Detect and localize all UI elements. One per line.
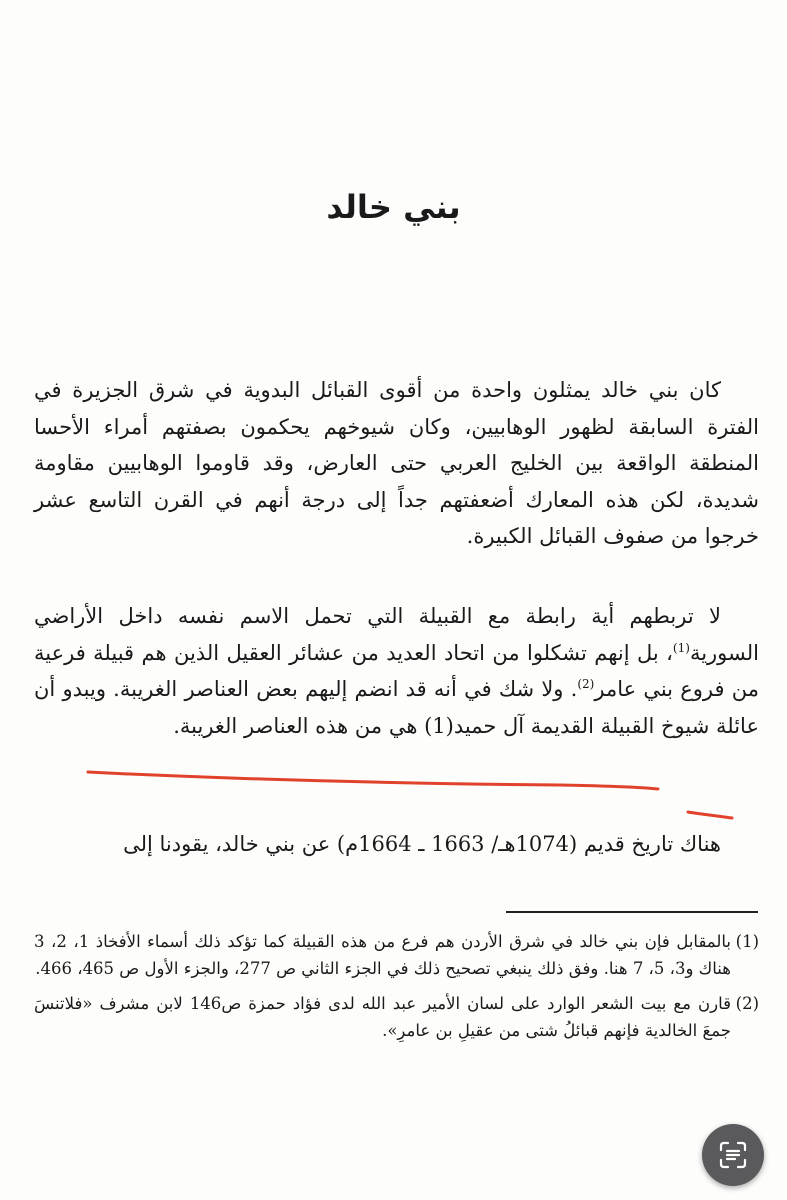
footnote-ref-2[interactable]: (2) bbox=[577, 677, 595, 691]
footnotes bbox=[34, 928, 759, 1052]
footnote-2 bbox=[34, 990, 759, 1044]
footnote-1 bbox=[34, 928, 759, 982]
paragraph-2-part-a: لا تربطهم أية رابطة مع القبيلة التي تحمل الاسم نفسه داخل الأراضي السورية bbox=[34, 604, 759, 665]
paragraph-1 bbox=[34, 372, 759, 555]
text-scan-icon bbox=[718, 1140, 748, 1170]
footnote-ref-1[interactable]: (1) bbox=[672, 640, 690, 655]
footnote-1-number: (1) bbox=[735, 932, 759, 951]
text-scan-button[interactable] bbox=[702, 1124, 764, 1186]
paragraph-3-text: هناك تاريخ قديم (1074هـ/ 1663 ـ 1664م) عن بني خالد، يقودنا إلى bbox=[123, 832, 721, 856]
footnote-2-number: (2) bbox=[735, 994, 759, 1013]
footnote-2-text: قارن مع بيت الشعر الوارد على لسان الأمير عبد الله لدى فؤاد حمزة ص146 لابن مشرف «فلاتنسَ جمعَ الخالدية فإنهم قبائلُ شتى من عقيلِ بن عامرِ». bbox=[34, 994, 731, 1040]
underline-stroke-2 bbox=[688, 812, 732, 818]
paragraph-2 bbox=[34, 598, 759, 744]
page-title: بني خالد bbox=[326, 188, 461, 226]
footnote-separator bbox=[506, 911, 758, 913]
paragraph-2-part-b: ، بل إنهم تشكلوا من اتحاد العديد من عشائر العقيل الذين هم قبيلة فرعية من فروع بني عامر bbox=[34, 640, 759, 701]
paragraph-2-part-c: . ولا شك في أنه قد انضم إليهم بعض العناصر الغريبة. ويبدو أن عائلة شيوخ القبيلة القديمة آل حميد(1) هي من هذه العناصر الغريبة. bbox=[34, 677, 759, 738]
paragraph-3 bbox=[34, 826, 759, 863]
paragraph-2-text bbox=[34, 598, 759, 744]
underline-stroke-1 bbox=[88, 772, 658, 789]
footnote-1-text: بالمقابل فإن بني خالد في شرق الأردن هم فرع من هذه القبيلة كما تؤكد ذلك أسماء الأفخاذ 1، 2، 3 هناك و3، 5، 7 هنا. وفق ذلك ينبغي تصحيح ذلك في الجزء الثاني ص 277، والجزء الأول ص 465، 466. bbox=[34, 932, 731, 978]
paragraph-1-text: كان بني خالد يمثلون واحدة من أقوى القبائل البدوية في شرق الجزيرة في الفترة السابقة لظهور الوهابيين، وكان شيوخهم يحكمون بصفتهم أمراء الأحسا المنطقة الواقعة بين الخليج العربي حتى العارض، وقد قاوموا الوهابيين مقاومة شديدة، لكن هذه المعارك أضعفتهم جداً إلى درجة أنهم في القرن التاسع عشر خرجوا من صفوف القبائل الكبيرة. bbox=[34, 378, 760, 548]
